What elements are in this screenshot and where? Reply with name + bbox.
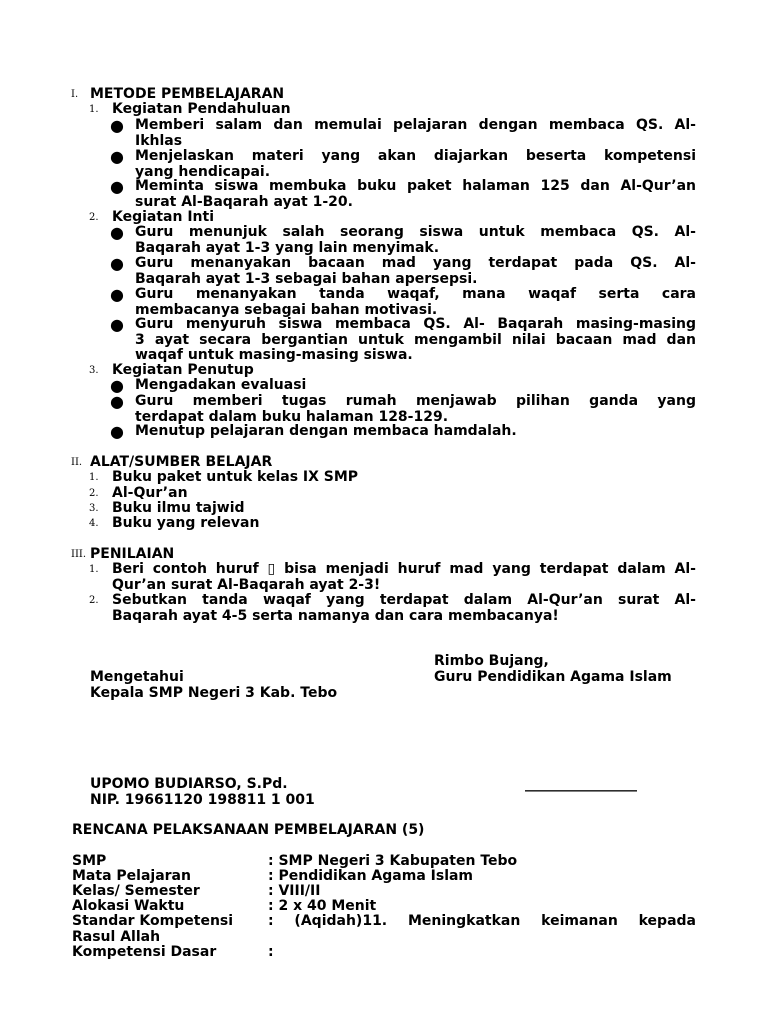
list-item-line: Guru menanyakan bacaan mad yang terdapat pada QS. Al- bbox=[135, 255, 696, 271]
bullet-icon: ● bbox=[110, 315, 124, 334]
list-item-line: Ikhlas bbox=[135, 133, 183, 149]
section-number: I. bbox=[71, 89, 79, 100]
list-number: 3. bbox=[89, 503, 99, 514]
list-item-line: membacanya sebagai bahan motivasi. bbox=[135, 302, 438, 318]
section-number: III. bbox=[71, 549, 87, 560]
bullet-icon: ● bbox=[110, 285, 124, 304]
list-number: 1. bbox=[89, 472, 99, 483]
list-item-line: yang hendicapai. bbox=[135, 164, 271, 180]
signature-left-nip: NIP. 19661120 198811 1 001 bbox=[90, 792, 315, 808]
list-item-line: Baqarah ayat 4-5 serta namanya dan cara membacanya! bbox=[112, 608, 559, 624]
list-item-line: Guru menyuruh siswa membaca QS. Al- Baqarah masing-masing bbox=[135, 316, 696, 332]
list-item-line: Meminta siswa membuka buku paket halaman 125 dan Al-Qur’an bbox=[135, 178, 696, 194]
list-item-line: Baqarah ayat 1-3 yang lain menyimak. bbox=[135, 240, 440, 256]
list-item-line: Qur’an surat Al-Baqarah ayat 2-3! bbox=[112, 577, 381, 593]
bullet-icon: ● bbox=[110, 223, 124, 242]
field-value: : VIII/II bbox=[268, 883, 321, 899]
list-item-line: terdapat dalam buku halaman 128-129. bbox=[135, 409, 449, 425]
list-number: 1. bbox=[89, 564, 99, 575]
list-item-line: Menutup pelajaran dengan membaca hamdalah. bbox=[135, 423, 517, 439]
rpp-title: RENCANA PELAKSANAAN PEMBELAJARAN (5) bbox=[72, 822, 425, 838]
list-number: 2. bbox=[89, 488, 99, 499]
list-item-line: Menjelaskan materi yang akan diajarkan beserta kompetensi bbox=[135, 148, 696, 164]
signature-place: Rimbo Bujang, bbox=[434, 653, 549, 669]
section-number: II. bbox=[71, 457, 83, 468]
field-value: : 2 x 40 Menit bbox=[268, 898, 377, 914]
signature-left-role: Kepala SMP Negeri 3 Kab. Tebo bbox=[90, 685, 338, 701]
section-title: METODE PEMBELAJARAN bbox=[90, 86, 285, 102]
field-value: : bbox=[268, 944, 274, 960]
section-title: ALAT/SUMBER BELAJAR bbox=[90, 454, 273, 470]
bullet-icon: ● bbox=[110, 147, 124, 166]
list-item-line: Beri contoh huruf ▯ bisa menjadi huruf mad yang terdapat dalam Al- bbox=[112, 561, 696, 577]
field-label: SMP bbox=[72, 853, 107, 869]
list-item: Buku paket untuk kelas IX SMP bbox=[112, 469, 359, 485]
field-label: Alokasi Waktu bbox=[72, 898, 185, 914]
field-label: Mata Pelajaran bbox=[72, 868, 191, 884]
list-number: 1. bbox=[89, 104, 99, 115]
bullet-icon: ● bbox=[110, 376, 124, 395]
bullet-icon: ● bbox=[110, 254, 124, 273]
bullet-icon: ● bbox=[110, 116, 124, 135]
list-number: 3. bbox=[89, 365, 99, 376]
list-item-line: Guru menanyakan tanda waqaf, mana waqaf serta cara bbox=[135, 286, 696, 302]
signature-right-blank: ________________ bbox=[525, 776, 637, 792]
list-item-line: 3 ayat secara bergantian untuk mengambil nilai bacaan mad dan bbox=[135, 332, 696, 348]
signature-right-role: Guru Pendidikan Agama Islam bbox=[434, 669, 672, 685]
field-label: Kelas/ Semester bbox=[72, 883, 200, 899]
field-label: Kompetensi Dasar bbox=[72, 944, 217, 960]
field-label: Standar Kompetensi bbox=[72, 913, 234, 929]
subsection-title: Kegiatan Inti bbox=[112, 209, 215, 225]
field-value: : Pendidikan Agama Islam bbox=[268, 868, 474, 884]
list-item-line: Memberi salam dan memulai pelajaran dengan membaca QS. Al- bbox=[135, 117, 696, 133]
list-item-line: Baqarah ayat 1-3 sebagai bahan apersepsi. bbox=[135, 271, 478, 287]
list-item-line: Mengadakan evaluasi bbox=[135, 377, 307, 393]
signature-acknowledge-label: Mengetahui bbox=[90, 669, 184, 685]
field-value-continuation: Rasul Allah bbox=[72, 929, 161, 945]
bullet-icon: ● bbox=[110, 422, 124, 441]
list-item: Al-Qur’an bbox=[112, 485, 188, 501]
bullet-icon: ● bbox=[110, 177, 124, 196]
list-item-line: Sebutkan tanda waqaf yang terdapat dalam Al-Qur’an surat Al- bbox=[112, 592, 696, 608]
list-number: 4. bbox=[89, 518, 99, 529]
list-item-line: Guru menunjuk salah seorang siswa untuk membaca QS. Al- bbox=[135, 224, 696, 240]
field-value: : SMP Negeri 3 Kabupaten Tebo bbox=[268, 853, 518, 869]
section-title: PENILAIAN bbox=[90, 546, 175, 562]
subsection-title: Kegiatan Pendahuluan bbox=[112, 101, 291, 117]
list-item-line: surat Al-Baqarah ayat 1-20. bbox=[135, 194, 353, 210]
list-item: Buku ilmu tajwid bbox=[112, 500, 245, 516]
signature-left-name: UPOMO BUDIARSO, S.Pd. bbox=[90, 776, 288, 792]
list-number: 2. bbox=[89, 212, 99, 223]
list-number: 2. bbox=[89, 595, 99, 606]
subsection-title: Kegiatan Penutup bbox=[112, 362, 254, 378]
bullet-icon: ● bbox=[110, 392, 124, 411]
list-item: Buku yang relevan bbox=[112, 515, 260, 531]
list-item-line: waqaf untuk masing-masing siswa. bbox=[135, 347, 413, 363]
field-value: : (Aqidah)11. Meningkatkan keimanan kepada bbox=[268, 913, 696, 929]
list-item-line: Guru memberi tugas rumah menjawab pilihan ganda yang bbox=[135, 393, 696, 409]
